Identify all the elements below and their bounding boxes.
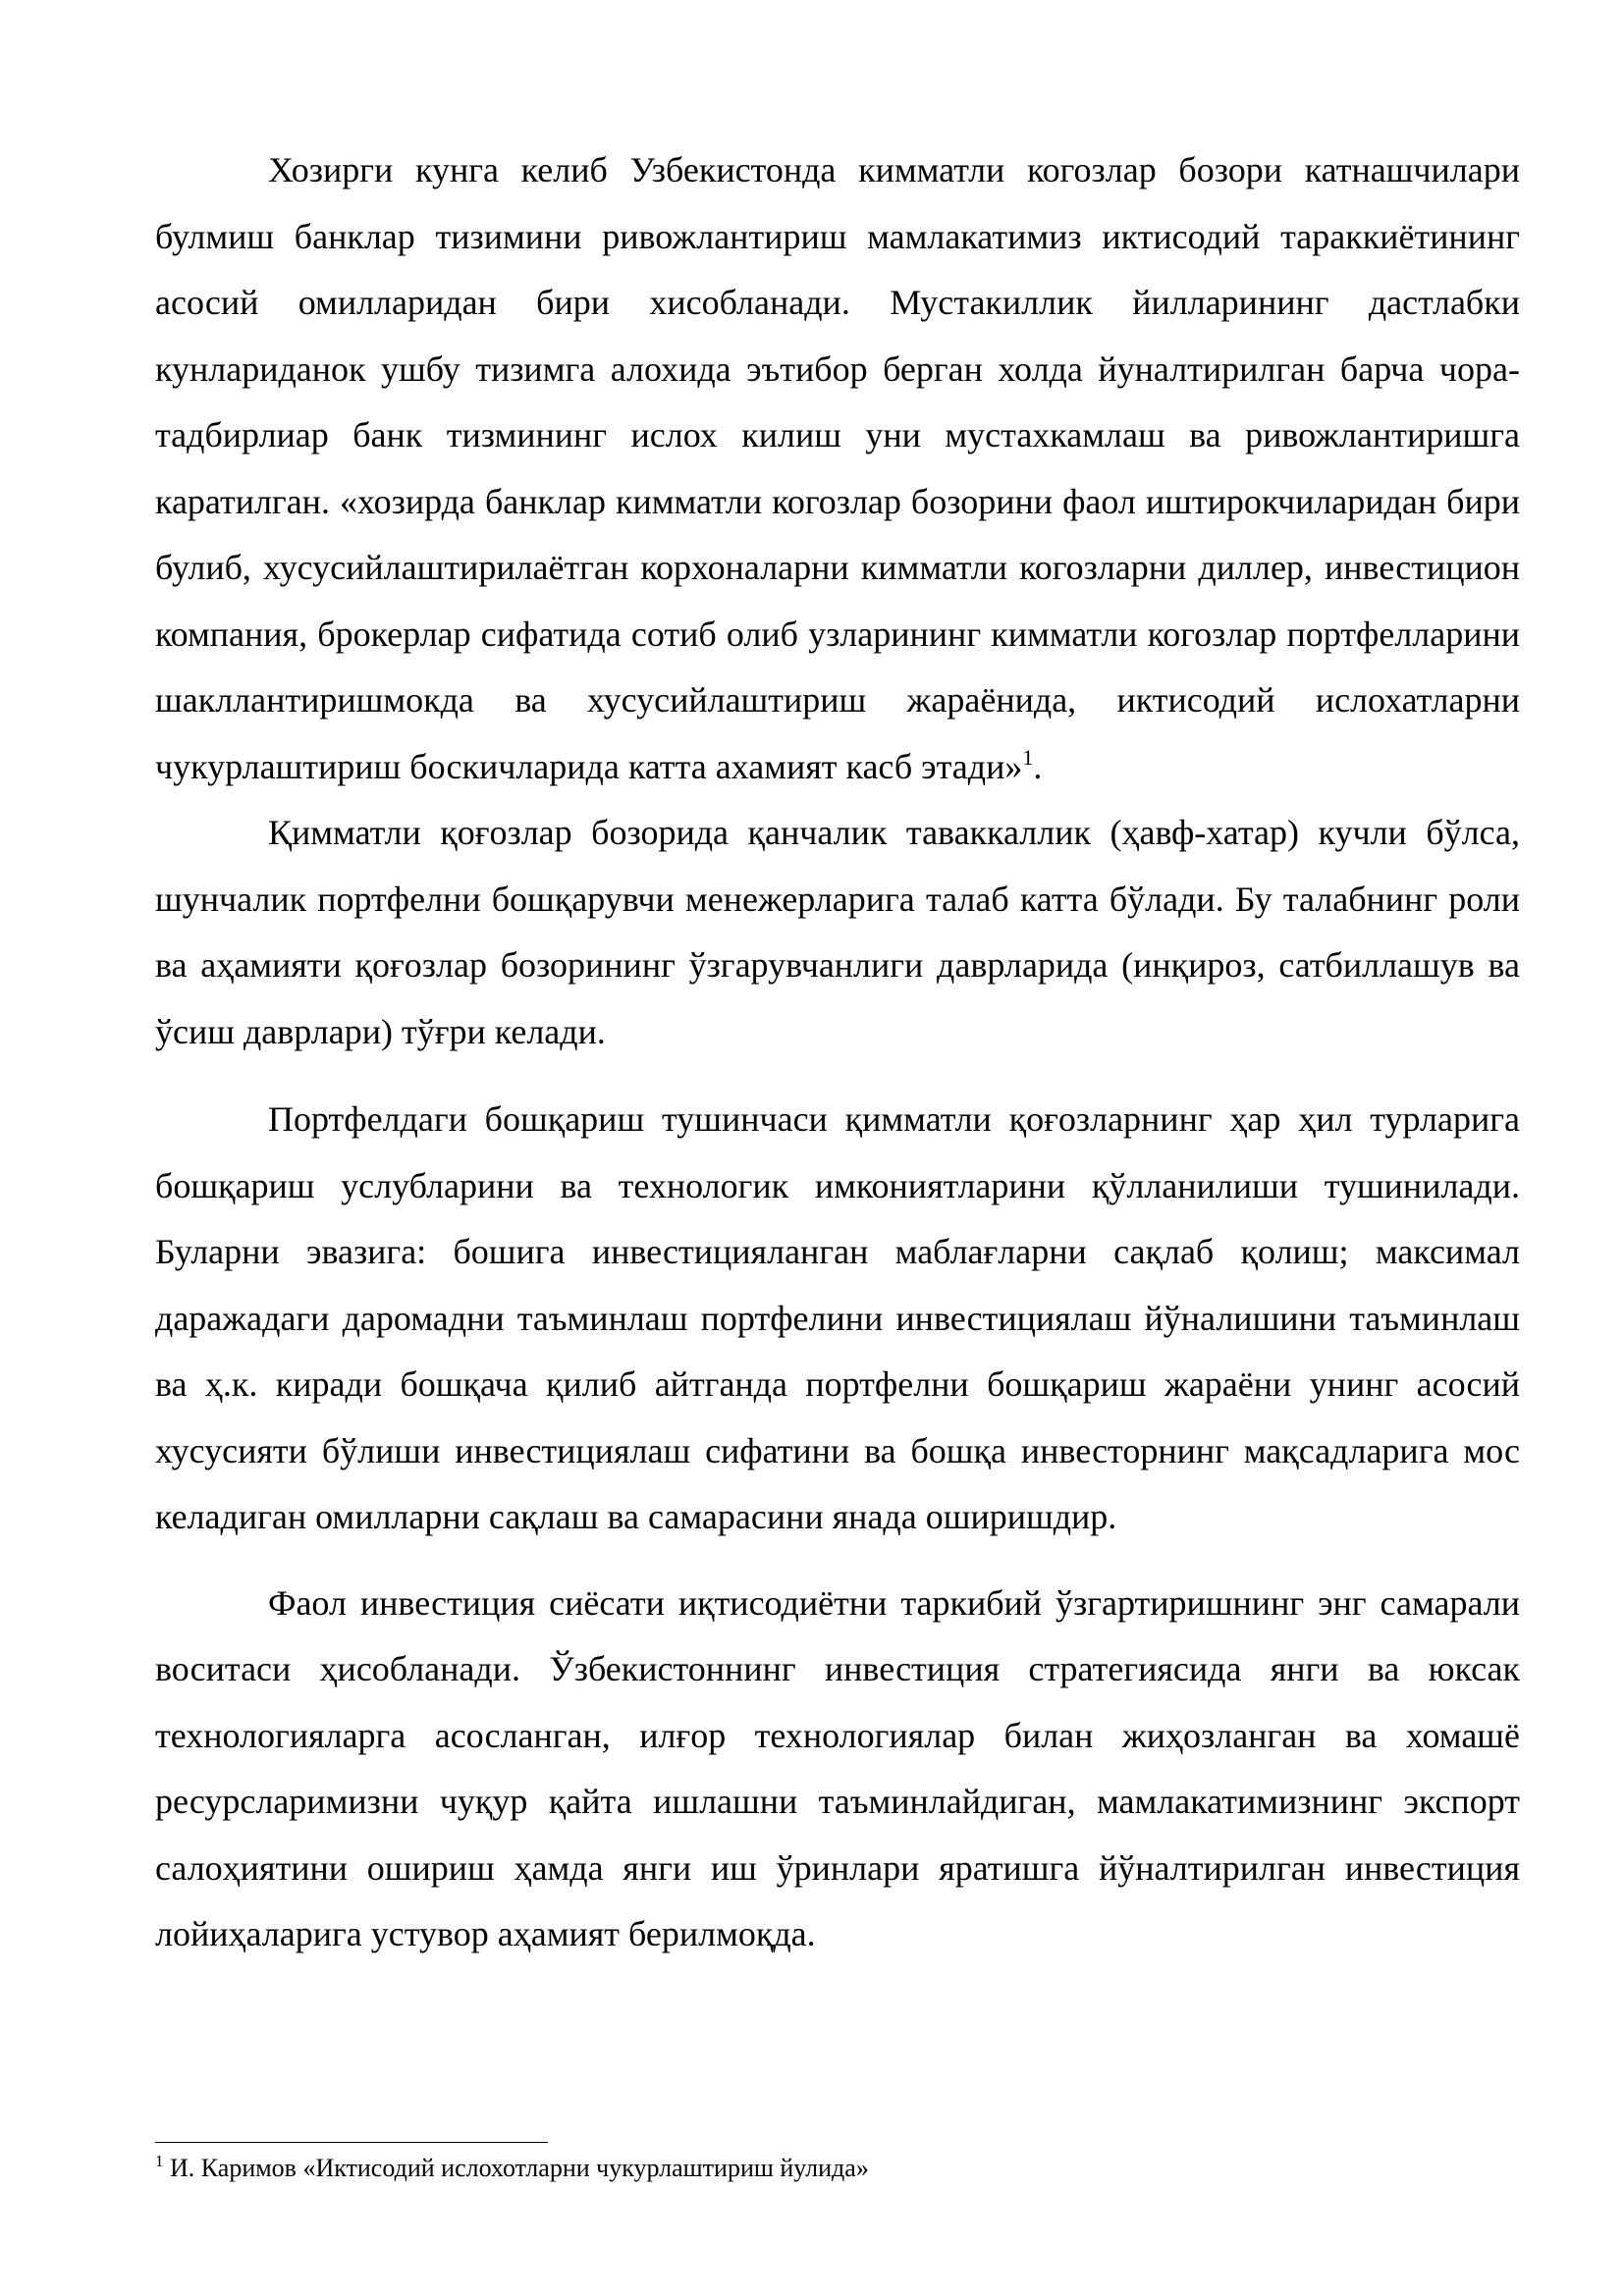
paragraph-3: Портфелдаги бошқариш тушинчаси қимматли қоғозларнинг ҳар ҳил турларига бошқариш услубларини ва технологик имкониятларини қўлланилиши тушинилади. Буларни эвазига: бошига инвестицияланган маблағларни сақлаб қолиш; максимал даражадаги даромадни таъминлаш портфелини инвестициялаш йўналишини таъминлаш ва ҳ.к. киради бошқача қилиб айтганда портфелни бошқариш жараёни унинг асосий хусусияти бўлиши инвестициялаш сифатини ва бошқа инвесторнинг мақсадларига мос келадиган омилларни сақлаш ва самарасини янада оширишдир.	[155, 1099, 1520, 1536]
paragraph-1-text: Хозирги кунга келиб Узбекистонда кимматли когозлар бозори катнашчилари булмиш банклар тизимини ривожлантириш мамлакатимиз иктисодий тараккиётининг асосий омилларидан бири хисобланади. Мустакиллик йилларининг дастлабки кунлариданок ушбу тизимга алохида эътибор берган холда йуналтирилган барча чора-тадбирлиар банк тизмининг ислох килиш уни мустахкамлаш ва ривожлантиришга каратилган. «хозирда банклар кимматли когозлар бозорини фаол иштирокчиларидан бири булиб, хусусийлаштирилаётган корхоналарни кимматли когозларни диллер, инвестицион компания, брокерлар сифатида сотиб олиб узларининг кимматли когозлар портфелларини шакллантиришмокда ва хусусийлаштириш жараёнида, иктисодий ислохатларни чукурлаштириш боскичларида катта ахамият касб этади»	[155, 150, 1520, 786]
paragraph-4: Фаол инвестиция сиёсати иқтисодиётни таркибий ўзгартиришнинг энг самарали воситаси ҳисобланади. Ўзбекистоннинг инвестиция стратегиясида янги ва юксак технологияларга асосланган, илғор технологиялар билан жиҳозланган ва хомашё ресурсларимизни чуқур қайта ишлашни таъминлайдиган, мамлакатимизнинг экспорт салоҳиятини ошириш ҳамда янги иш ўринлари яратишга йўналтирилган инвестиция лойиҳаларига устувор аҳамият берилмоқда.	[155, 1582, 1520, 1953]
footnote	[155, 2152, 1520, 2185]
footnote-reference[interactable]: 1	[1022, 744, 1034, 770]
paragraph-1-tail: .	[1033, 746, 1043, 786]
paragraph-2: Қимматли қоғозлар бозорида қанчалик таваккаллик (ҳавф-хатар) кучли бўлса, шунчалик портфелни бошқарувчи менежерларига талаб катта бўлади. Бу талабнинг роли ва аҳамияти қоғозлар бозорининг ўзгарувчанлиги даврларида (инқироз, сатбиллашув ва ўсиш даврлари) тўғри келади.	[155, 813, 1520, 1051]
footnote-separator	[155, 2142, 548, 2143]
footnote-text: И. Каримов «Иктисодий ислохотларни чукурлаштириш йулида»	[163, 2154, 869, 2182]
document-body	[155, 137, 1520, 1968]
footnote-marker: 1	[155, 2152, 164, 2170]
paragraph-1	[155, 137, 1520, 800]
